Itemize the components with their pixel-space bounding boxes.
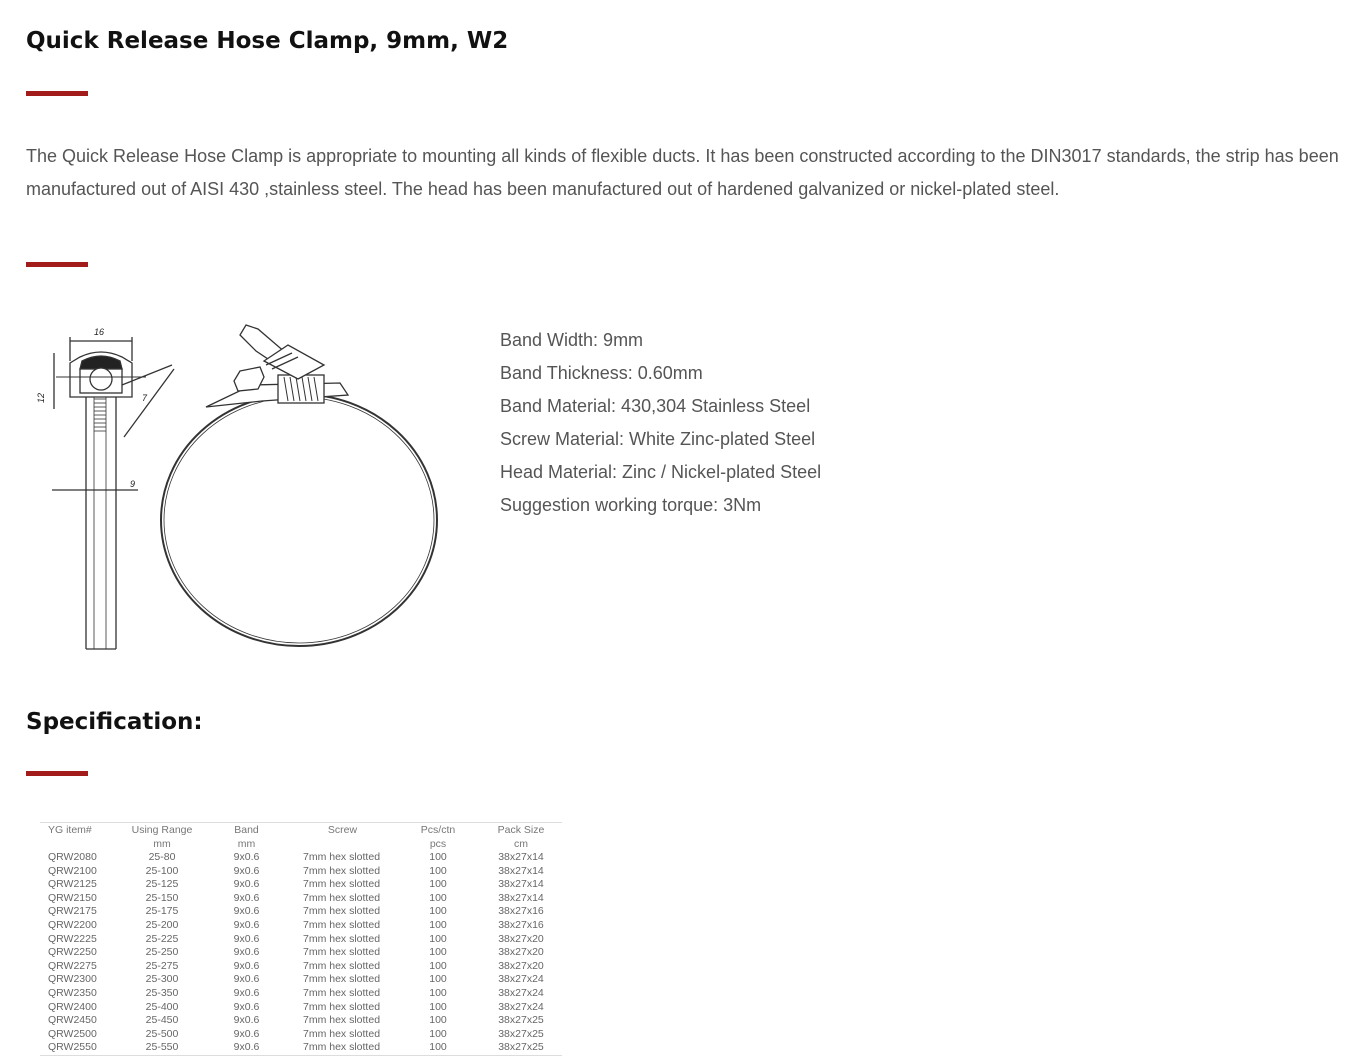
table-row [40,1001,562,1015]
cell-pcs-ctn: 100 [429,1000,447,1013]
cell-item: QRW2100 [48,864,97,877]
cell-band: 9x0.6 [204,1041,289,1055]
header-pcs-ctn: Pcs/ctn [396,823,480,838]
cell-pcs-ctn: 100 [429,918,447,931]
cell-item: QRW2225 [48,932,97,945]
cell-using-range: 25-450 [145,1014,179,1027]
table-row [40,919,562,933]
cell-using-range: 25-400 [145,1000,179,1013]
title-underline-bar [26,91,88,96]
table-row [40,878,562,892]
cell-screw: 7mm hex slotted [303,891,381,904]
table-units-row [40,837,562,851]
cell-band: 9x0.6 [233,1014,260,1027]
cell-pack-size: 38x27x24 [498,973,544,986]
cell-item: QRW2175 [48,905,97,918]
cell-band: 9x0.6 [233,946,260,959]
cell-pcs-ctn: 100 [429,1027,447,1040]
header-using-range: Using Range [120,823,204,838]
cell-screw: 7mm hex slotted [303,1000,381,1013]
cell-band: 9x0.6 [233,905,260,918]
table-row [40,905,562,919]
cell-pack-size: 38x27x25 [480,1041,562,1055]
cell-using-range: 25-500 [145,1027,179,1040]
cell-band: 9x0.6 [233,973,260,986]
unit-screw [289,837,396,851]
unit-item [40,837,120,851]
cell-screw: 7mm hex slotted [303,864,381,877]
cell-pack-size: 38x27x24 [498,1000,544,1013]
cell-screw: 7mm hex slotted [303,918,381,931]
cell-item: QRW2125 [48,878,97,891]
header-band: Band [204,823,289,838]
table-row [40,973,562,987]
cell-screw: 7mm hex slotted [303,932,381,945]
product-description: The Quick Release Hose Clamp is appropriate to mounting all kinds of flexible ducts. It has been constructed according to the DIN3017 standards, the strip has been manufactured out of AISI 430 ,stainless steel. The head has been manufactured out of hardened galvanized or nickel-plated steel. [26,146,1339,199]
cell-pcs-ctn: 100 [429,1014,447,1027]
cell-using-range: 25-225 [145,932,179,945]
cell-screw: 7mm hex slotted [303,986,381,999]
feature-band-thickness: Band Thickness: 0.60mm [500,363,703,383]
cell-pcs-ctn: 100 [429,851,447,863]
table-row [40,987,562,1001]
cell-pcs-ctn: 100 [429,986,447,999]
cell-band: 9x0.6 [233,878,260,891]
cell-pcs-ctn: 100 [429,946,447,959]
cell-pack-size: 38x27x16 [498,918,544,931]
cell-pack-size: 38x27x14 [498,878,544,891]
cell-pack-size: 38x27x20 [498,959,544,972]
cell-screw: 7mm hex slotted [303,878,381,891]
hose-clamp-diagram [26,305,462,670]
cell-using-range: 25-175 [145,905,179,918]
cell-item: QRW2275 [48,959,97,972]
cell-band: 9x0.6 [233,986,260,999]
unit-band: mm [237,838,256,850]
feature-band-width: Band Width: 9mm [500,330,644,350]
feature-list [500,324,821,522]
diagram-dim-side: 12 [36,392,46,403]
cell-screw: 7mm hex slotted [303,905,381,918]
feature-band-material: Band Material: 430,304 Stainless Steel [500,396,811,416]
header-item: YG item# [40,823,120,838]
diagram-dim-angle: 7 [142,393,148,403]
specification-table [40,822,562,1056]
specification-underline-bar [26,771,88,776]
cell-screw: 7mm hex slotted [303,959,381,972]
cell-item: QRW2350 [48,986,97,999]
cell-band: 9x0.6 [233,918,260,931]
cell-using-range: 25-100 [145,864,179,877]
feature-head-material: Head Material: Zinc / Nickel-plated Steel [500,462,822,482]
unit-pack-size: cm [514,838,528,850]
cell-band: 9x0.6 [233,959,260,972]
table-row [40,892,562,906]
cell-screw: 7mm hex slotted [303,851,381,863]
feature-working-torque: Suggestion working torque: 3Nm [500,495,762,515]
diagram-dim-top: 16 [94,327,105,337]
product-title: Quick Release Hose Clamp, 9mm, W2 [26,28,509,54]
cell-pack-size: 38x27x25 [498,1014,544,1027]
cell-using-range: 25-125 [145,878,179,891]
cell-pcs-ctn: 100 [396,1041,480,1055]
table-header-row [40,823,562,838]
cell-band: 9x0.6 [233,932,260,945]
table-row [40,960,562,974]
hose-clamp-drawing [26,305,462,670]
cell-item: QRW2500 [48,1027,97,1040]
table-row [40,1028,562,1042]
cell-band: 9x0.6 [233,891,260,904]
cell-item: QRW2450 [48,1014,97,1027]
cell-pcs-ctn: 100 [429,905,447,918]
cell-pcs-ctn: 100 [429,932,447,945]
cell-screw: 7mm hex slotted [303,1027,381,1040]
cell-item: QRW2300 [48,973,97,986]
cell-screw: 7mm hex slotted [303,973,381,986]
cell-pcs-ctn: 100 [429,878,447,891]
table-row [40,946,562,960]
cell-pack-size: 38x27x24 [498,986,544,999]
header-screw: Screw [289,823,396,838]
cell-pack-size: 38x27x14 [498,851,544,863]
cell-using-range: 25-250 [145,946,179,959]
cell-pcs-ctn: 100 [429,973,447,986]
cell-pack-size: 38x27x20 [498,932,544,945]
unit-pcs-ctn: pcs [429,838,447,850]
cell-item: QRW2400 [48,1000,97,1013]
diagram-dim-width: 9 [130,479,136,489]
cell-item: QRW2150 [48,891,97,904]
cell-band: 9x0.6 [233,864,260,877]
cell-band: 9x0.6 [233,1027,260,1040]
cell-item: QRW2200 [48,918,97,931]
cell-pcs-ctn: 100 [429,959,447,972]
cell-using-range: 25-350 [145,986,179,999]
specification-table-wrap [40,822,555,1056]
header-pack-size: Pack Size [480,823,562,838]
unit-using-range: mm [153,838,171,850]
table-row [40,933,562,947]
table-row [40,851,562,865]
cell-using-range: 25-150 [145,891,179,904]
cell-using-range: 25-275 [145,959,179,972]
cell-pcs-ctn: 100 [429,864,447,877]
cell-using-range: 25-550 [120,1041,204,1055]
cell-using-range: 25-200 [145,918,179,931]
cell-band: 9x0.6 [233,851,260,863]
cell-screw: 7mm hex slotted [303,946,381,959]
cell-pack-size: 38x27x16 [498,905,544,918]
cell-pcs-ctn: 100 [429,891,447,904]
table-row [40,1014,562,1028]
table-row [40,865,562,879]
cell-screw: 7mm hex slotted [303,1014,381,1027]
cell-band: 9x0.6 [233,1000,260,1013]
cell-item: QRW2250 [48,946,97,959]
cell-pack-size: 38x27x14 [498,864,544,877]
specification-heading: Specification: [26,709,203,735]
feature-screw-material: Screw Material: White Zinc-plated Steel [500,429,816,449]
cell-pack-size: 38x27x25 [498,1027,544,1040]
table-row [40,1041,562,1055]
cell-item: QRW2080 [48,851,97,863]
cell-using-range: 25-80 [148,851,176,863]
cell-item: QRW2550 [40,1041,120,1055]
cell-pack-size: 38x27x20 [498,946,544,959]
cell-using-range: 25-300 [145,973,179,986]
cell-screw: 7mm hex slotted [289,1041,396,1055]
section-divider-bar [26,262,88,267]
cell-pack-size: 38x27x14 [498,891,544,904]
